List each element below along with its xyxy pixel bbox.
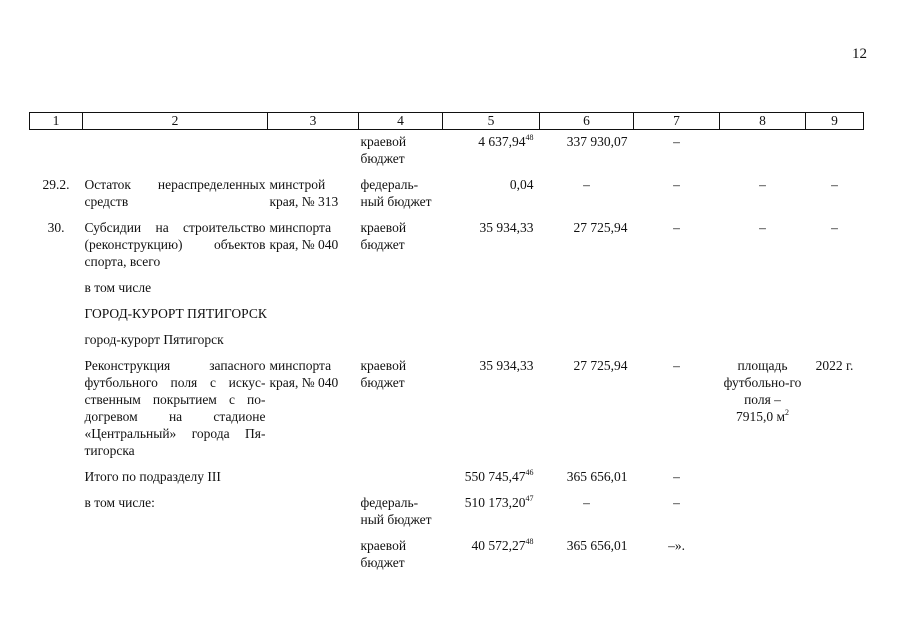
value-cell: –	[673, 177, 680, 192]
row-title: город-курорт Пятигорск	[84, 332, 224, 347]
table-row	[30, 532, 864, 575]
budget-cell: краевой бюджет	[360, 358, 407, 390]
table-row	[30, 489, 864, 532]
row-title: в том числе:	[84, 495, 155, 510]
column-header: 2	[83, 113, 268, 130]
amount-cell: 0,04	[509, 177, 534, 192]
amount-cell: 40 572,27$^{48}$	[471, 537, 534, 553]
result-cell: площадь футбольно-го поля – 7915,0 $м^2$	[723, 358, 802, 424]
column-header: 7	[634, 113, 720, 130]
organization-cell: минстрой края, № 313	[269, 177, 339, 209]
table-row	[30, 130, 864, 172]
column-header: 9	[806, 113, 864, 130]
column-header: 1	[30, 113, 83, 130]
budget-cell: краевой бюджет	[360, 220, 407, 252]
column-header: 6	[540, 113, 634, 130]
table-row	[30, 326, 864, 352]
amount-cell: 365 656,01	[566, 538, 628, 553]
value-cell: –	[831, 220, 838, 235]
amount-cell: 35 934,33	[479, 220, 534, 235]
budget-cell: краевой бюджет	[360, 134, 407, 166]
row-index: 30.	[47, 220, 65, 235]
value-cell: –	[759, 177, 766, 192]
value-cell: –	[583, 495, 590, 510]
table-row	[30, 214, 864, 274]
table-row	[30, 274, 864, 300]
organization-cell: минспорта края, № 040	[269, 358, 339, 390]
value-cell: –	[831, 177, 838, 192]
value-cell: –	[759, 220, 766, 235]
row-index: 29.2.	[42, 177, 70, 192]
amount-cell: 365 656,01	[566, 469, 628, 484]
table-row	[30, 300, 864, 326]
row-title: Остаток нераспределенных средств	[84, 177, 266, 209]
amount-cell: 27 725,94	[573, 358, 628, 373]
amount-cell: 337 930,07	[566, 134, 628, 149]
row-title: Итого по подразделу III	[84, 469, 221, 484]
organization-cell: минспорта края, № 040	[269, 220, 339, 252]
value-cell: –	[673, 358, 680, 373]
table-row	[30, 463, 864, 489]
table-row	[30, 352, 864, 463]
budget-cell: краевой бюджет	[360, 538, 407, 570]
amount-cell: 510 173,20$^{47}$	[464, 494, 534, 510]
amount-cell: 35 934,33	[479, 358, 534, 373]
amount-cell: 4 637,94$^{48}$	[478, 133, 534, 149]
value-cell: –	[673, 495, 680, 510]
section-title: ГОРОД-КУРОРТ ПЯТИГОРСК	[84, 306, 267, 321]
budget-cell: федераль-ный бюджет	[360, 177, 432, 209]
amount-cell: 27 725,94	[573, 220, 628, 235]
column-header: 3	[268, 113, 359, 130]
column-header: 8	[720, 113, 806, 130]
amount-cell: 550 745,47$^{46}$	[464, 468, 534, 484]
page-number: 12	[852, 46, 867, 62]
column-header: 5	[443, 113, 540, 130]
row-title: Субсидии на строительство (реконструкцию) объектов спорта, всего	[84, 220, 266, 269]
year-cell: 2022 г.	[815, 358, 854, 373]
value-cell: –».	[668, 538, 685, 553]
value-cell: –	[673, 134, 680, 149]
budget-table	[29, 112, 864, 575]
table-row	[30, 171, 864, 214]
row-title: в том числе	[84, 280, 152, 295]
column-number-row	[30, 113, 864, 130]
column-header: 4	[359, 113, 443, 130]
value-cell: –	[673, 469, 680, 484]
budget-cell: федераль-ный бюджет	[360, 495, 432, 527]
row-title: Реконструкция запасного футбольного поля с искус-ственным покрытием с по-догревом на стадионе «Центральный» города Пя-тигорска	[84, 358, 266, 458]
value-cell: –	[673, 220, 680, 235]
value-cell: –	[583, 177, 590, 192]
